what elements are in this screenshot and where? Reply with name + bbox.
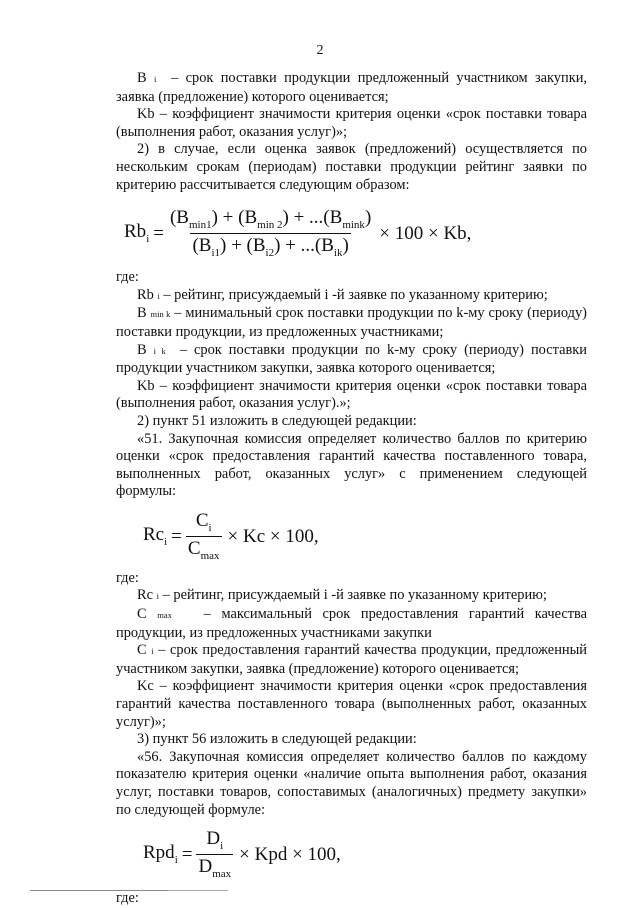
paragraph-item-51-heading: 2) пункт 51 изложить в следующей редакции: (137, 412, 417, 429)
where-label-2: где: (116, 569, 139, 586)
formula-rb: $Rb_i$ = $\frac{(B_{min1}) + (B_{min 2}) + ...(B_{mink})}{(B_{i1}) + (B_{i2}) + ...(B_{ik})}$ × 100 × Kb, (124, 207, 472, 260)
footer-rule-2 (168, 890, 228, 891)
formula-rpd: Rpd$_i$ = $\frac{D_i}{D_{max}}$ × Kpd × 100, (143, 828, 341, 881)
paragraph-b-min-k: B min k – минимальный срок поставки продукции по k-му сроку (периоду) поставки продукции, из предложенных участниками; (116, 305, 587, 340)
formula-rc: $Rc_i$ = $\frac{C_i}{C_{max}}$ × Kc × 100, (143, 509, 319, 562)
page-number: 2 (316, 43, 324, 58)
paragraph-kb-2: Kb – коэффициент значимости критерия оценки «срок поставки товара (выполнения работ, оказания услуг).»; (116, 377, 587, 412)
paragraph-item-56-heading: 3) пункт 56 изложить в следующей редакции: (137, 731, 417, 748)
formula-rb-fraction: $\frac{(B_{min1}) + (B_{min 2}) + ...(B_{mink})}{(B_{i1}) + (B_{i2}) + ...(B_{ik})}$ (169, 207, 372, 260)
formula-rc-fraction: $\frac{C_i}{C_{max}}$ (187, 509, 220, 562)
paragraph-rc-i: Rc i – рейтинг, присуждаемый i -й заявке по указанному критерию; (137, 587, 547, 604)
paragraph-c-i: C i – срок предоставления гарантий качества продукции, предложенный участником закупки, заявка (предложение) которого оценивается; (116, 642, 587, 677)
paragraph-item-51: «51. Закупочная комиссия определяет количество баллов по критерию оценки «срок предоставления гарантий качества поставленного товара, выполненных работ, оказанных услуг» с применением следующей формулы: (116, 430, 587, 500)
paragraph-c-max: C max – максимальный срок предоставления гарантий качества продукции, из предложенных участниками закупки (116, 606, 588, 641)
where-label-1: где: (116, 269, 139, 286)
paragraph-b-i: B i – срок поставки продукции предложенный участником закупки, заявка (предложение) которого оценивается; (116, 70, 587, 105)
where-label-3: где: (116, 890, 139, 907)
formula-rpd-fraction: $\frac{D_i}{D_{max}}$ (198, 828, 232, 881)
paragraph-rb-i: Rb i – рейтинг, присуждаемый i -й заявке по указанному критерию; (137, 286, 548, 303)
paragraph-kb: Kb – коэффициент значимости критерия оценки «срок поставки товара (выполнения работ, оказания услуг)»; (116, 106, 587, 140)
paragraph-kc: Kc – коэффициент значимости критерия оценки «срок предоставления гарантий качества поставленного товара (выполненных работ, оказанных услуг)»; (116, 678, 587, 730)
document-body (116, 70, 587, 908)
paragraph-item-56: «56. Закупочная комиссия определяет количество баллов по каждому показателю критерия оценки «наличие опыта выполнения работ, оказания услуг, поставки товаров, сопоставимых (аналогичных) предмету закупки» по следующей формуле: (116, 748, 587, 818)
paragraph-multiple-periods: 2) в случае, если оценка заявок (предложений) осуществляется по нескольким срокам (периодам) поставки продукции рейтинг заявки по критерию рассчитывается следующим образом: (116, 141, 587, 193)
paragraph-b-i-k: B i k – срок поставки продукции по k-му сроку (периоду) поставки продукции участником закупки, заявка которого оценивается; (116, 341, 587, 377)
